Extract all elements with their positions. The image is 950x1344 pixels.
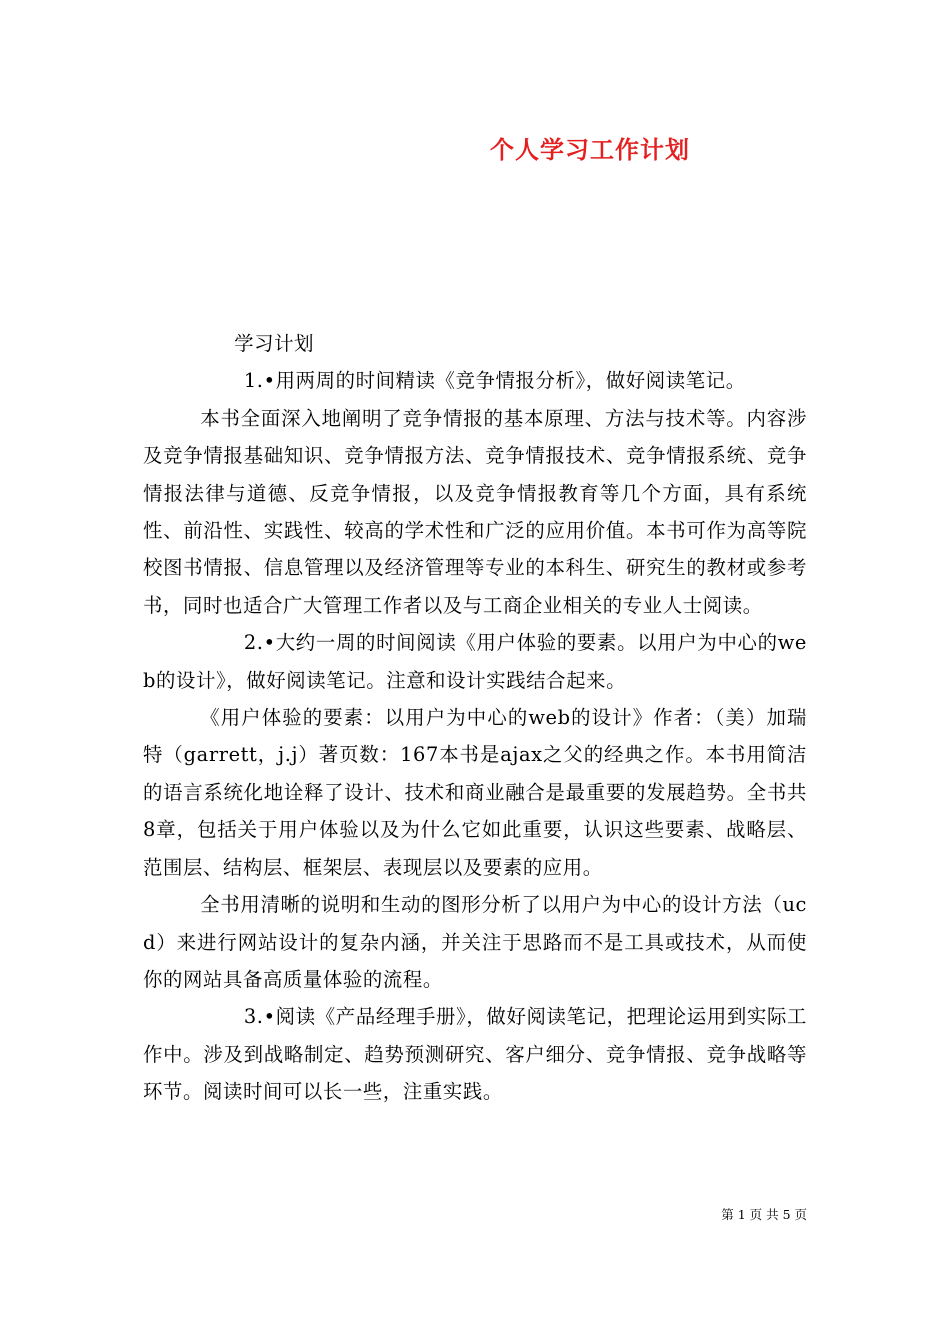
paragraph-book-1-summary: 本书全面深入地阐明了竞争情报的基本原理、方法与技术等。内容涉及竞争情报基础知识、竞争情报方法、竞争情报技术、竞争情报系统、竞争情报法律与道德、反竞争情报，以及竞争情报教育等几个方面，具有系统性、前沿性、实践性、较高的学术性和广泛的应用价值。本书可作为高等院校图书情报、信息管理以及经济管理等专业的本科生、研究生的教材或参考书，同时也适合广大管理工作者以及与工商企业相关的专业人士阅读。 (143, 406, 807, 617)
plan-item-2: 2.•大约一周的时间阅读《用户体验的要素。以用户为中心的web的设计》，做好阅读笔记。注意和设计实践结合起来。 (143, 631, 807, 692)
paragraph-book-2-summary: 《用户体验的要素：以用户为中心的web的设计》作者：（美）加瑞特（garrett，j.j）著页数：167本书是ajax之父的经典之作。本书用简洁的语言系统化地诠释了设计、技术和商业融合是最重要的发展趋势。全书共8章，包括关于用户体验以及为什么它如此重要，认识这些要素、战略层、范围层、结构层、框架层、表现层以及要素的应用。 (143, 706, 807, 879)
document-body (143, 325, 807, 1111)
section-heading: 学习计划 (234, 332, 315, 355)
paragraph-book-2-detail: 全书用清晰的说明和生动的图形分析了以用户为中心的设计方法（ucd）来进行网站设计的复杂内涵，并关注于思路而不是工具或技术，从而使你的网站具备高质量体验的流程。 (143, 893, 807, 991)
page-footer: 第 1 页 共 5 页 (721, 1207, 807, 1222)
plan-item-1: 1.•用两周的时间精读《竞争情报分析》，做好阅读笔记。 (243, 369, 746, 393)
plan-item-3: 3.•阅读《产品经理手册》，做好阅读笔记，把理论运用到实际工作中。涉及到战略制定、趋势预测研究、客户细分、竞争情报、竞争战略等环节。阅读时间可以长一些，注重实践。 (143, 1005, 807, 1104)
document-title: 个人学习工作计划 (490, 135, 690, 164)
